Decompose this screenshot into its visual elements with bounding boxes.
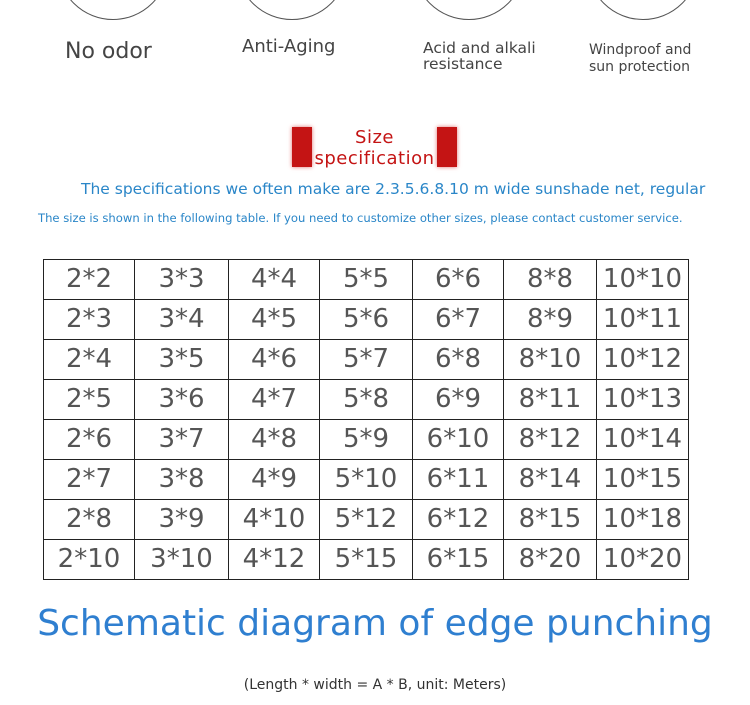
acid-alkali-icon — [413, 0, 525, 20]
feature-text: No odor — [65, 39, 152, 64]
table-cell: 3*9 — [135, 500, 229, 540]
table-cell: 2*3 — [44, 300, 135, 340]
feature-label-acid-alkali — [423, 41, 536, 72]
table-cell: 5*15 — [320, 540, 413, 580]
table-cell: 10*20 — [597, 540, 689, 580]
table-cell: 4*10 — [229, 500, 320, 540]
table-cell: 2*10 — [44, 540, 135, 580]
table-cell: 8*11 — [504, 380, 597, 420]
feature-text: Acid and alkali — [423, 39, 536, 57]
table-cell: 2*7 — [44, 460, 135, 500]
table-cell: 5*5 — [320, 260, 413, 300]
table-cell: 10*11 — [597, 300, 689, 340]
size-table — [43, 259, 689, 580]
table-cell: 10*12 — [597, 340, 689, 380]
size-spec-badge — [292, 127, 457, 167]
feature-label-windproof — [589, 42, 691, 76]
feature-text: Windproof and — [589, 42, 692, 58]
table-cell: 8*12 — [504, 420, 597, 460]
feature-label-anti-aging — [242, 38, 335, 56]
table-cell: 5*10 — [320, 460, 413, 500]
table-row — [44, 340, 689, 380]
badge-line1: Size — [355, 127, 394, 148]
feature-text: Anti-Aging — [242, 36, 336, 57]
table-cell: 3*7 — [135, 420, 229, 460]
table-cell: 6*6 — [413, 260, 504, 300]
table-cell: 3*3 — [135, 260, 229, 300]
table-cell: 10*10 — [597, 260, 689, 300]
table-cell: 6*12 — [413, 500, 504, 540]
table-cell: 2*5 — [44, 380, 135, 420]
table-cell: 8*10 — [504, 340, 597, 380]
table-cell: 4*5 — [229, 300, 320, 340]
table-cell: 2*4 — [44, 340, 135, 380]
table-cell: 4*12 — [229, 540, 320, 580]
table-row — [44, 380, 689, 420]
table-cell: 3*5 — [135, 340, 229, 380]
feature-text: resistance — [423, 54, 503, 73]
intro-line2: The size is shown in the following table. If you need to customize other sizes, please contact customer service. — [38, 211, 683, 225]
intro-line1: The specifications we often make are 2.3.5.6.8.10 m wide sunshade net, regular — [81, 180, 706, 198]
table-cell: 3*6 — [135, 380, 229, 420]
table-cell: 4*6 — [229, 340, 320, 380]
no-odor-icon — [57, 0, 169, 20]
table-cell: 8*8 — [504, 260, 597, 300]
table-row — [44, 500, 689, 540]
table-cell: 6*10 — [413, 420, 504, 460]
table-row — [44, 260, 689, 300]
table-cell: 4*4 — [229, 260, 320, 300]
table-cell: 8*9 — [504, 300, 597, 340]
table-cell: 8*14 — [504, 460, 597, 500]
table-cell: 5*7 — [320, 340, 413, 380]
feature-label-no-odor — [65, 41, 152, 63]
table-row — [44, 540, 689, 580]
table-cell: 8*20 — [504, 540, 597, 580]
table-cell: 3*4 — [135, 300, 229, 340]
table-cell: 5*12 — [320, 500, 413, 540]
table-cell: 8*15 — [504, 500, 597, 540]
table-cell: 6*7 — [413, 300, 504, 340]
table-cell: 5*8 — [320, 380, 413, 420]
table-cell: 3*10 — [135, 540, 229, 580]
table-row — [44, 420, 689, 460]
table-cell: 6*11 — [413, 460, 504, 500]
table-cell: 2*8 — [44, 500, 135, 540]
badge-line2: specification — [314, 148, 435, 169]
table-cell: 4*9 — [229, 460, 320, 500]
table-cell: 10*14 — [597, 420, 689, 460]
table-cell: 6*9 — [413, 380, 504, 420]
table-cell: 6*15 — [413, 540, 504, 580]
table-cell: 4*8 — [229, 420, 320, 460]
windproof-icon — [587, 0, 699, 20]
table-cell: 2*2 — [44, 260, 135, 300]
edge-punching-heading: Schematic diagram of edge punching — [37, 603, 713, 644]
table-cell: 10*15 — [597, 460, 689, 500]
table-row — [44, 460, 689, 500]
dimension-caption: (Length * width = A * B, unit: Meters) — [243, 677, 507, 693]
table-cell: 3*8 — [135, 460, 229, 500]
table-cell: 10*13 — [597, 380, 689, 420]
anti-aging-icon — [236, 0, 348, 20]
feature-text: sun protection — [589, 58, 691, 75]
table-cell: 10*18 — [597, 500, 689, 540]
badge-text — [292, 127, 457, 169]
table-row — [44, 300, 689, 340]
table-cell: 5*9 — [320, 420, 413, 460]
table-cell: 2*6 — [44, 420, 135, 460]
table-cell: 4*7 — [229, 380, 320, 420]
table-cell: 6*8 — [413, 340, 504, 380]
table-cell: 5*6 — [320, 300, 413, 340]
